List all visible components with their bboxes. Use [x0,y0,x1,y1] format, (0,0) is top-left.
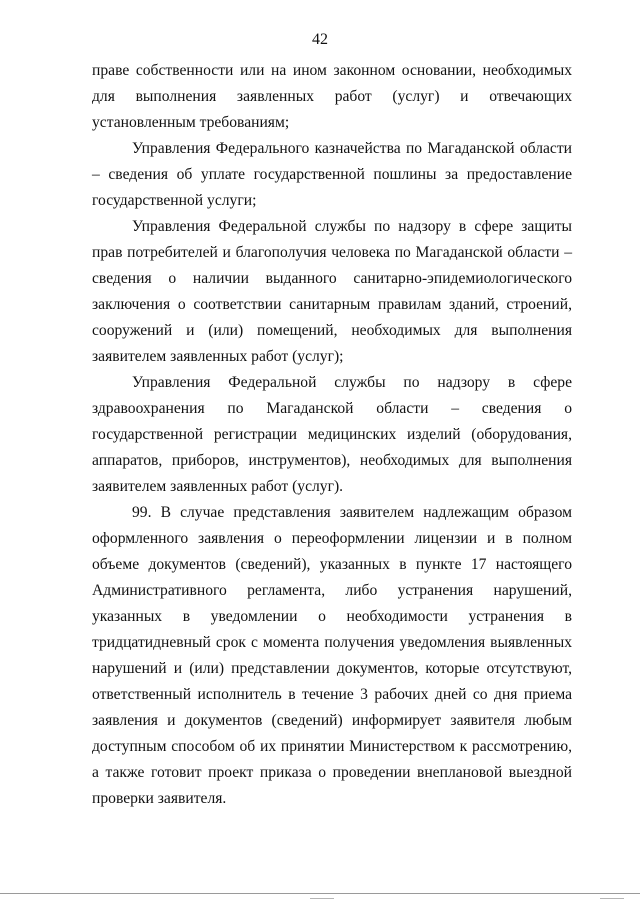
paragraph-continuation: праве собственности или на ином законном основании, необходимых для выполнения заявленных работ (услуг) и отвечающих установленным требованиям; [92,62,572,131]
footer-mark [600,898,624,899]
paragraph-healthcare-oversight: Управления Федеральной службы по надзору в сфере здравоохранения по Магаданской области – сведения о государственной регистрации медицинских изделий (оборудования, аппаратов, приборов, инструментов), необходимых для выполнения заявителем заявленных работ (услуг). [92,374,572,495]
paragraph-treasury: Управления Федерального казначейства по Магаданской области – сведения об уплате государственной пошлины за предоставление государственной услуги; [92,140,572,209]
footer-rule [0,893,640,894]
document-body [92,58,572,812]
footer-mark [310,898,334,899]
page-number: 42 [312,31,328,48]
paragraph-clause-99: 99. В случае представления заявителем надлежащим образом оформленного заявления о переоформлении лицензии и в полном объеме документов (сведений), указанных в пункте 17 настоящего Административного регламента, либо устранения нарушений, указанных в уведомлении о необходимости устранения в тридцатидневный срок с момента получения уведомления выявленных нарушений и (или) представлении документов, которые отсутствуют, ответственный исполнитель в течение 3 рабочих дней со дня приема заявления и документов (сведений) информирует заявителя любым доступным способом об их принятии Министерством к рассмотрению, а также готовит проект приказа о проведении внеплановой выездной проверки заявителя. [92,504,572,807]
paragraph-consumer-protection: Управления Федеральной службы по надзору в сфере защиты прав потребителей и благополучия человека по Магаданской области – сведения о наличии выданного санитарно-эпидемиологического заключения о соответствии санитарным правилам зданий, строений, сооружений и (или) помещений, необходимых для выполнения заявителем заявленных работ (услуг); [92,218,572,365]
